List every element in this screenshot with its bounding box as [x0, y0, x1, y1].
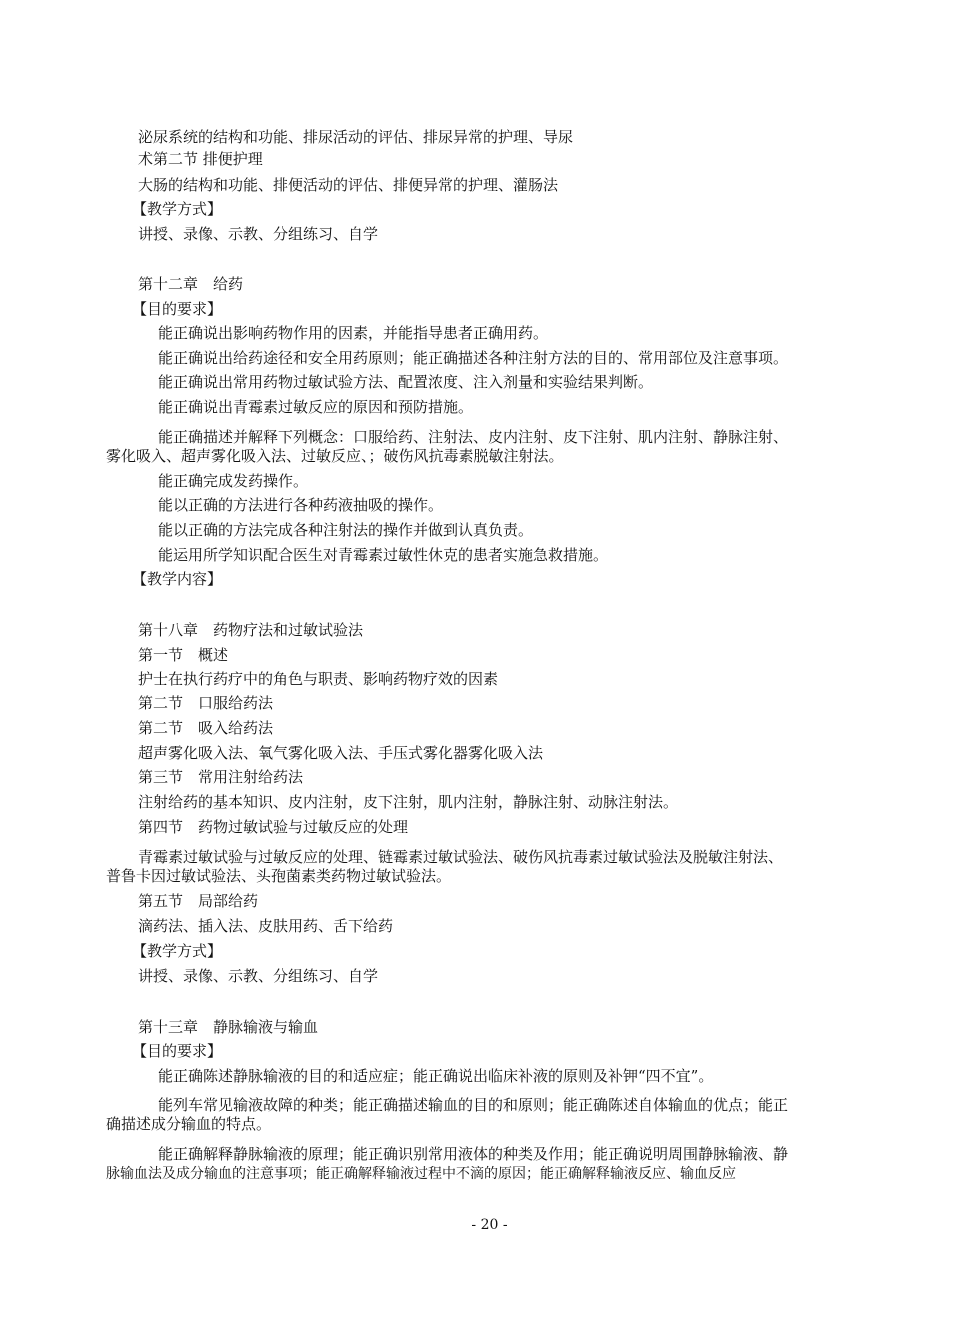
text-line: 确描述成分输血的特点。 — [106, 1115, 272, 1133]
section-heading: 术第二节 排便护理 — [138, 150, 263, 168]
text-line: 讲授、录像、示教、分组练习、自学 — [138, 967, 379, 985]
text-line: 滴药法、插入法、皮肤用药、舌下给药 — [138, 917, 394, 935]
chapter-title: 第十二章 给药 — [138, 275, 244, 293]
text-line: 泌尿系统的结构和功能、排尿活动的评估、排尿异常的护理、导尿 — [138, 128, 574, 146]
text-line: 能正确说出给药途径和安全用药原则；能正确描述各种注射方法的目的、常用部位及注意事项。 — [158, 349, 789, 367]
section-heading: 第二节 吸入给药法 — [138, 719, 274, 737]
text-line: 讲授、录像、示教、分组练习、自学 — [138, 225, 379, 243]
bracket-heading: 【教学内容】 — [132, 570, 223, 588]
chapter-title: 第十三章 静脉输液与输血 — [138, 1018, 319, 1036]
text-line: 脉输血法及成分输血的注意事项；能正确解释输液过程中不滴的原因；能正确解释输液反应、输血反应 — [106, 1166, 736, 1182]
page-number: - 20 - — [471, 1217, 508, 1233]
text-line: 大肠的结构和功能、排便活动的评估、排便异常的护理、灌肠法 — [138, 176, 559, 194]
section-heading: 第一节 概述 — [138, 646, 229, 664]
text-line: 青霉素过敏试验与过敏反应的处理、链霉素过敏试验法、破伤风抗毒素过敏试验法及脱敏注射法、 — [138, 848, 784, 866]
text-line: 普鲁卡因过敏试验法、头孢菌素类药物过敏试验法。 — [106, 867, 452, 885]
text-line: 能以正确的方法进行各种药液抽吸的操作。 — [158, 496, 444, 514]
text-line: 能列车常见输液故障的种类；能正确描述输血的目的和原则；能正确陈述自体输血的优点；能正 — [158, 1096, 789, 1114]
text-line: 雾化吸入、超声雾化吸入法、过敏反应、；破伤风抗毒素脱敏注射法。 — [106, 447, 564, 465]
text-line: 能正确说出常用药物过敏试验方法、配置浓度、注入剂量和实验结果判断。 — [158, 373, 654, 391]
bracket-heading: 【目的要求】 — [132, 300, 223, 318]
section-heading: 第四节 药物过敏试验与过敏反应的处理 — [138, 818, 409, 836]
text-line: 护士在执行药疗中的角色与职责、影响药物疗效的因素 — [138, 670, 499, 688]
text-line: 能以正确的方法完成各种注射法的操作并做到认真负责。 — [158, 521, 534, 539]
text-line: 超声雾化吸入法、氧气雾化吸入法、手压式雾化器雾化吸入法 — [138, 744, 544, 762]
text-line: 注射给药的基本知识、皮内注射，皮下注射，肌内注射，静脉注射、动脉注射法。 — [138, 793, 679, 811]
text-line: 能正确完成发药操作。 — [158, 472, 309, 490]
text-line: 能运用所学知识配合医生对青霉素过敏性休克的患者实施急救措施。 — [158, 546, 609, 564]
section-heading: 第二节 口服给药法 — [138, 694, 274, 712]
text-line: 能正确解释静脉输液的原理；能正确识别常用液体的种类及作用；能正确说明周围静脉输液、静 — [158, 1145, 789, 1163]
bracket-heading: 【目的要求】 — [132, 1042, 223, 1060]
bracket-heading: 【教学方式】 — [132, 200, 223, 218]
text-line: 能正确说出影响药物作用的因素，并能指导患者正确用药。 — [158, 324, 549, 342]
section-heading: 第五节 局部给药 — [138, 892, 259, 910]
section-heading: 第三节 常用注射给药法 — [138, 768, 304, 786]
text-line: 能正确描述并解释下列概念：口服给药、注射法、皮内注射、皮下注射、肌内注射、静脉注射、 — [158, 428, 789, 446]
chapter-title: 第十八章 药物疗法和过敏试验法 — [138, 621, 364, 639]
text-line: 能正确说出青霉素过敏反应的原因和预防措施。 — [158, 398, 474, 416]
text-line: 能正确陈述静脉输液的目的和适应症；能正确说出临床补液的原则及补钾“四不宜”。 — [158, 1067, 714, 1085]
bracket-heading: 【教学方式】 — [132, 942, 223, 960]
